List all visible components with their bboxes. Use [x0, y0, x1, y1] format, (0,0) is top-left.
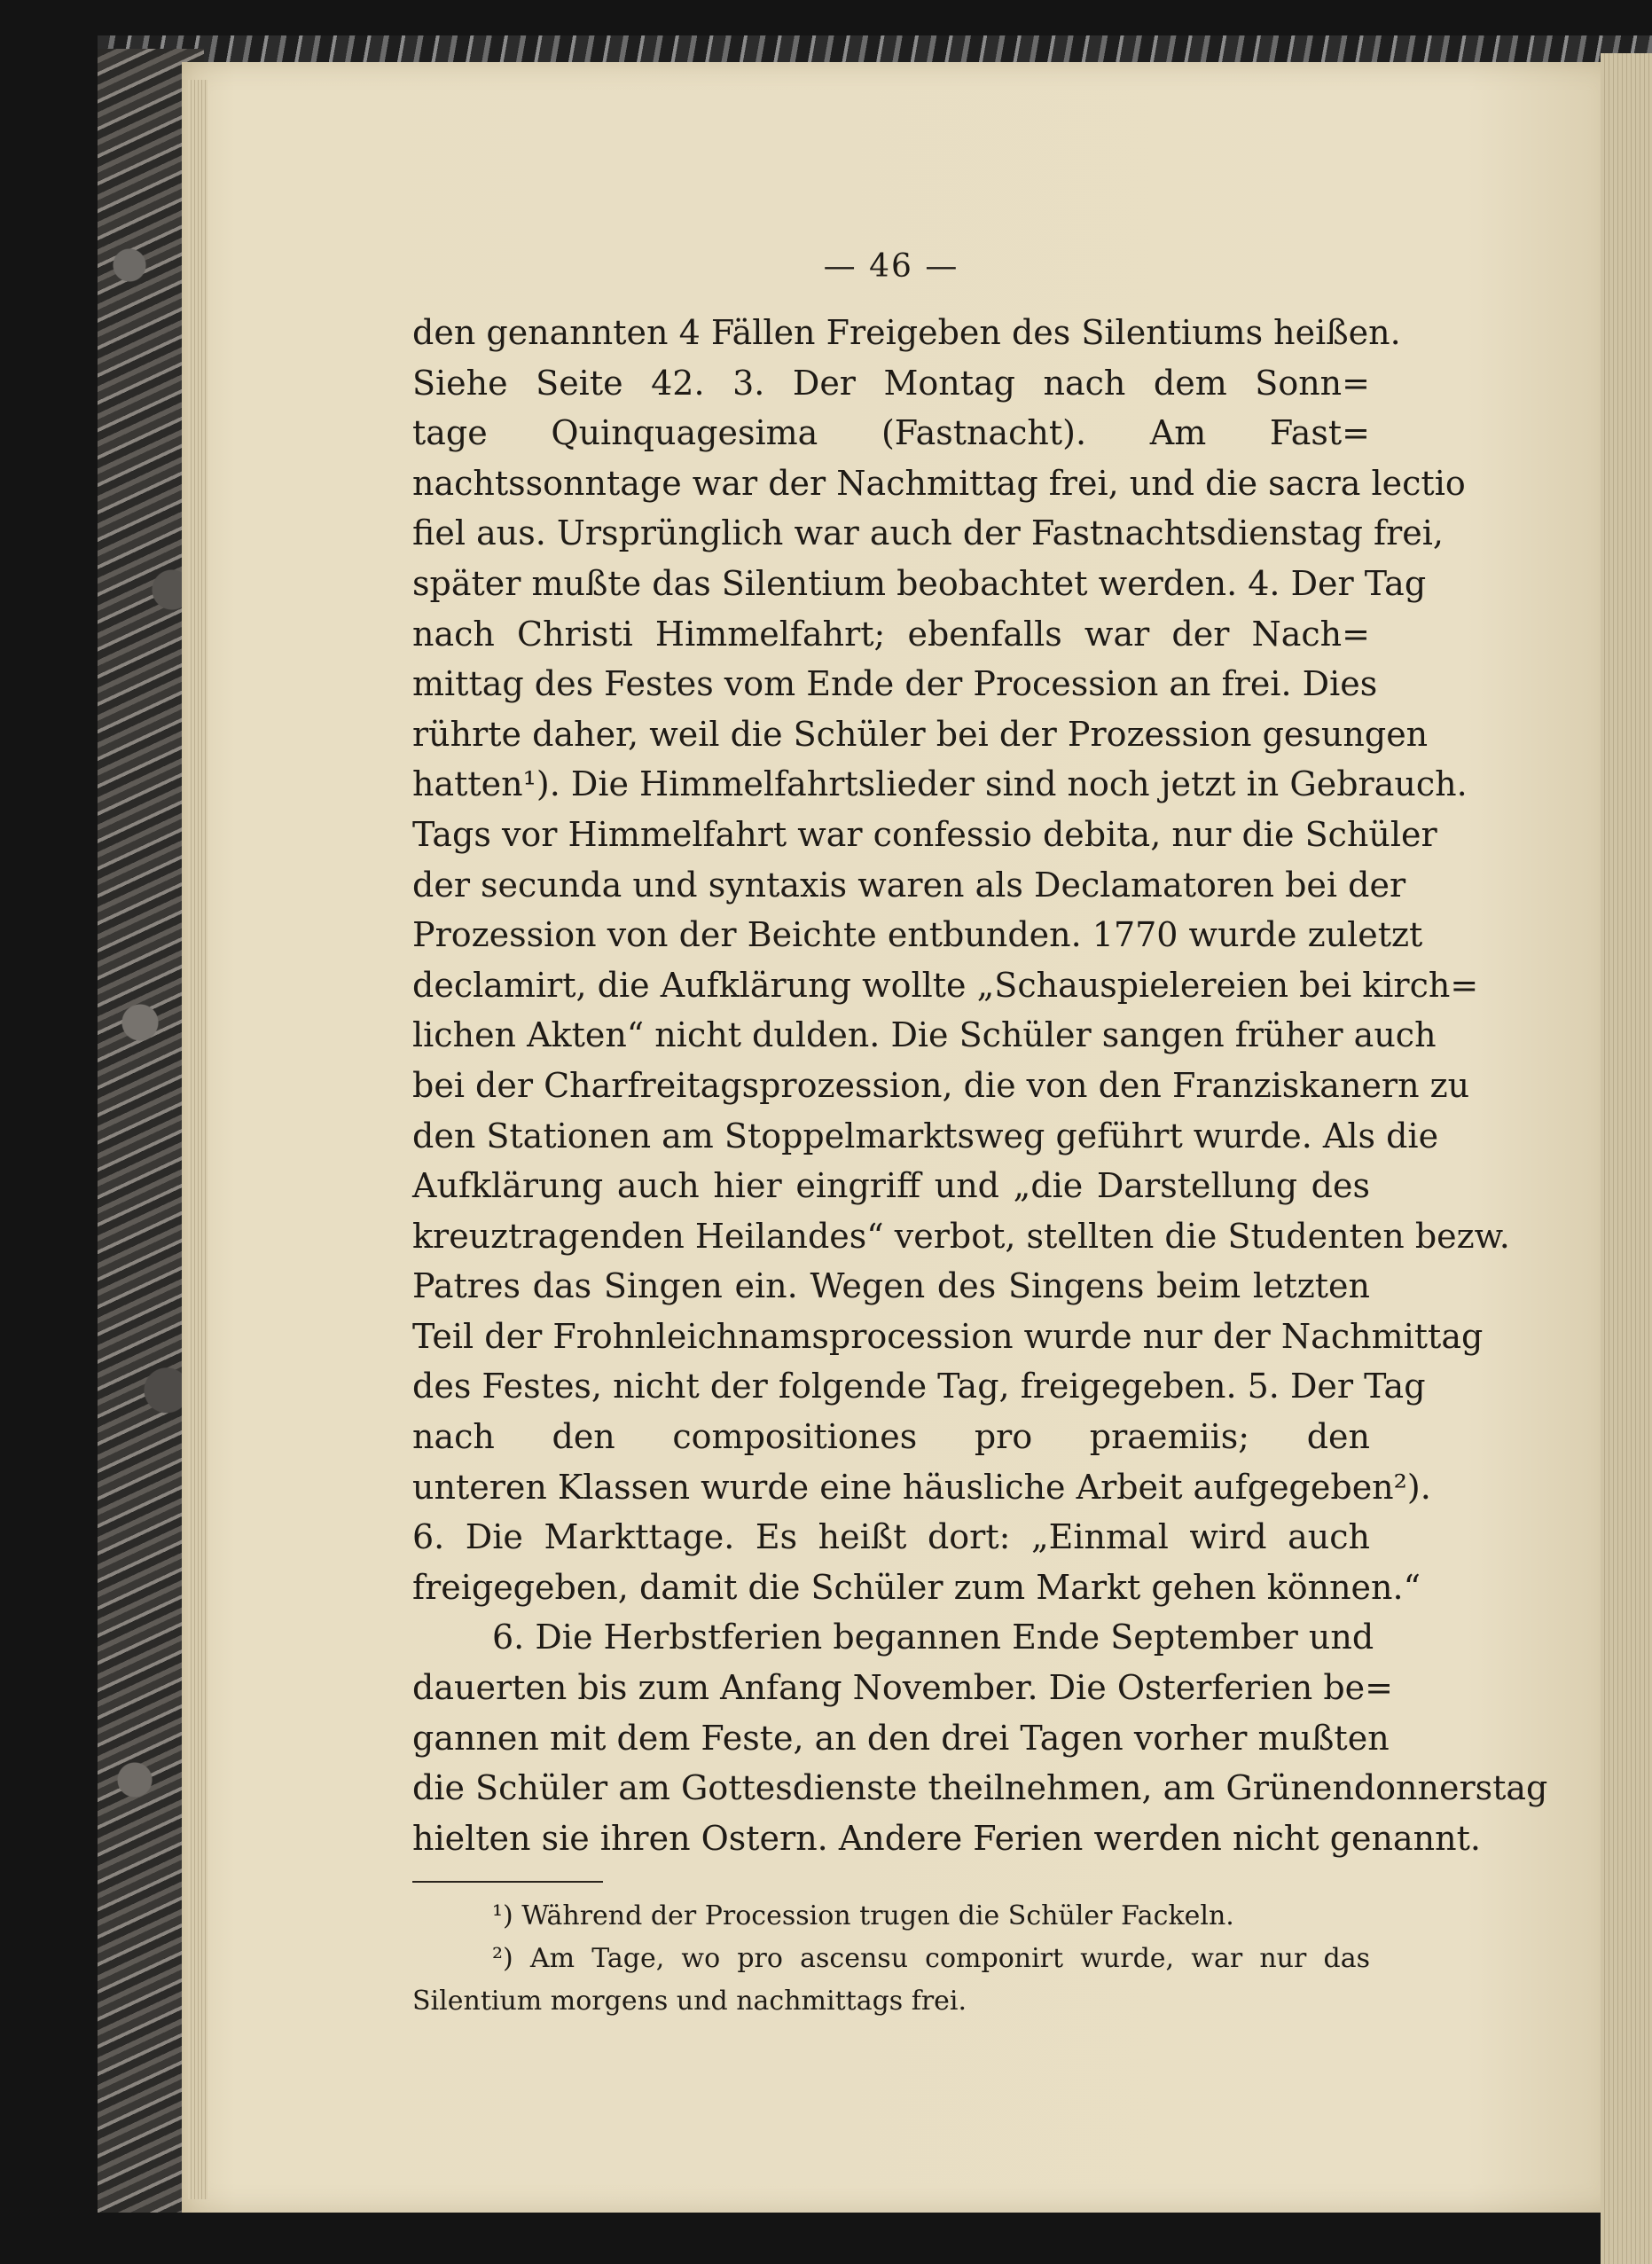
- footnote-line: Silentium morgens und nachmittags frei.: [412, 1986, 967, 2017]
- text-line: declamirt, die Aufklärung wollte „Schauspielereien bei kirch=: [412, 965, 1479, 1005]
- footnote-line: ²) Am Tage, wo pro ascensu componirt wurde, war nur das: [492, 1943, 1370, 1975]
- text-line: kreuztragenden Heilandes“ verbot, stellten die Studenten bezw.: [412, 1216, 1510, 1256]
- text-line: unteren Klassen wurde eine häusliche Arbeit aufgegeben²).: [412, 1467, 1431, 1507]
- footnotes: [412, 1895, 1370, 2023]
- text-line: lichen Akten“ nicht dulden. Die Schüler sangen früher auch: [412, 1015, 1437, 1055]
- text-line: Patres das Singen ein. Wegen des Singens beim letzten: [412, 1266, 1370, 1306]
- page-number: — 46 —: [823, 248, 959, 285]
- page-stack-left: [188, 80, 207, 2199]
- text-line: Prozession von der Beichte entbunden. 1770 wurde zuletzt: [412, 915, 1423, 955]
- body-text: [412, 308, 1548, 1863]
- text-line: Tags vor Himmelfahrt war confessio debita, nur die Schüler: [412, 814, 1437, 854]
- paragraph-first-line: 6. Die Herbstferien begannen Ende September und: [492, 1618, 1374, 1657]
- text-line: Aufklärung auch hier eingriff und „die Darstellung des: [412, 1166, 1370, 1206]
- text-line: Teil der Frohnleichnamsprocession wurde nur der Nachmittag: [412, 1316, 1484, 1356]
- text-line: bei der Charfreitagsprozession, die von den Franziskanern zu: [412, 1065, 1470, 1105]
- text-line: die Schüler am Gottesdienste theilnehmen, am Grünendonnerstag: [412, 1768, 1548, 1808]
- text-line: des Festes, nicht der folgende Tag, freigegeben. 5. Der Tag: [412, 1367, 1426, 1406]
- text-line: freigegeben, damit die Schüler zum Markt gehen können.“: [412, 1567, 1421, 1607]
- text-line: tage Quinquagesima (Fastnacht). Am Fast=: [412, 413, 1370, 453]
- text-line: gannen mit dem Feste, an den drei Tagen vorher mußten: [412, 1718, 1390, 1758]
- text-line: nachtssonntage war der Nachmittag frei, und die sacra lectio: [412, 463, 1466, 503]
- text-line: Siehe Seite 42. 3. Der Montag nach dem Sonn=: [412, 363, 1370, 403]
- text-line: den Stationen am Stoppelmarktsweg geführt wurde. Als die: [412, 1116, 1439, 1156]
- text-line: später mußte das Silentium beobachtet werden. 4. Der Tag: [412, 563, 1427, 603]
- text-line: mittag des Festes vom Ende der Procession an frei. Dies: [412, 664, 1378, 704]
- text-line: hatten¹). Die Himmelfahrtslieder sind noch jetzt in Gebrauch.: [412, 764, 1468, 804]
- page-content: [412, 248, 1548, 2023]
- text-line: rührte daher, weil die Schüler bei der Prozession gesungen: [412, 714, 1429, 754]
- text-line: hielten sie ihren Ostern. Andere Ferien werden nicht genannt.: [412, 1818, 1481, 1858]
- text-line: dauerten bis zum Anfang November. Die Osterferien be=: [412, 1668, 1394, 1708]
- text-line: nach Christi Himmelfahrt; ebenfalls war der Nach=: [412, 614, 1370, 654]
- text-line: fiel aus. Ursprünglich war auch der Fastnachtsdienstag frei,: [412, 513, 1444, 553]
- text-line: den genannten 4 Fällen Freigeben des Silentiums heißen.: [412, 313, 1401, 352]
- text-line: 6. Die Markttage. Es heißt dort: „Einmal wird auch: [412, 1517, 1370, 1557]
- text-line: nach den compositiones pro praemiis; den: [412, 1417, 1370, 1457]
- text-line: der secunda und syntaxis waren als Declamatoren bei der: [412, 865, 1406, 905]
- footnote-line: ¹) Während der Procession trugen die Schüler Fackeln.: [492, 1900, 1234, 1932]
- footnote-divider: [412, 1881, 603, 1883]
- page-stack-right: [1601, 53, 1652, 2264]
